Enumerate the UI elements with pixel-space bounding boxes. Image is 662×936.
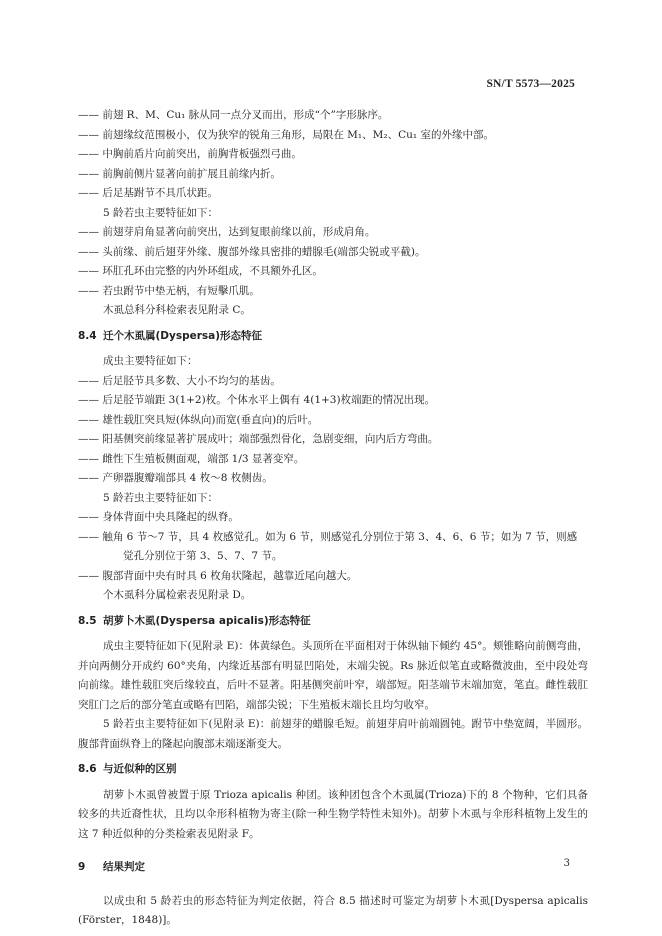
section-number: 8.5: [78, 614, 97, 627]
standard-number: SN/T 5573—2025: [486, 78, 575, 90]
paragraph: 成虫主要特征如下(见附录 E)：体黄绿色。头顶所在平面相对于体纵轴下倾约 45°。颊锥略向前侧弯曲，并向两侧分开成约 60°夹角，内缘近基部有明显凹陷处，末端尖锐。Rs 脉近似笔直或略微波曲，至中段处弯向前缘。雄性载肛突后缘较直，后叶不显著。阳基侧突前叶窄，端部短。阳茎端节末端加宽，笔直。雌性载肛突肛门之后的部分笔直或略有凹陷，端部尖锐；下生殖板末端长且均匀收窄。: [78, 640, 588, 711]
list-item: —— 环肛孔环由完整的内外环组成，不具额外孔区。: [78, 265, 323, 277]
page-number: 3: [563, 858, 570, 869]
paragraph: 5 龄若虫主要特征如下(见附录 E)：前翅芽的蜡腺毛短。前翅芽肩叶前端圆钝。跗节中垫宽阔，半圆形。腹部背面纵脊上的隆起向腹部末端逐渐变大。: [78, 718, 588, 750]
paragraph: 以成虫和 5 龄若虫的形态特征为判定依据，符合 8.5 描述时可鉴定为胡萝卜木虱[Dyspersa apicalis (Förster，1848)]。: [78, 894, 588, 926]
list-item: —— 腹部背面中央有时具 6 枚角状隆起，越靠近尾向越大。: [78, 569, 358, 582]
list-item: —— 前翅缘纹范围极小，仅为狭窄的锐角三角形，局限在 M₁、M₂、Cu₁ 室的外缘中部。: [78, 128, 494, 141]
list-item: —— 若虫跗节中垫无柄，有短擊爪肌。: [78, 284, 260, 297]
list-item: —— 雌性下生殖板侧面观，端部 1/3 显著变窄。: [78, 452, 305, 465]
list-item: —— 前翅芽肩角显著向前突出，达到复眼前缘以前，形成肩角。: [78, 226, 376, 238]
section-title: 与近似种的区别: [103, 763, 177, 775]
list-item: —— 阳基侧突前缘显著扩展成叶；端部强烈骨化，急剧变细，向内后方弯曲。: [78, 433, 439, 445]
list-item: —— 后足基跗节不具爪状距。: [78, 187, 218, 199]
section-number: 9: [78, 861, 86, 873]
section-heading-8-4: [78, 327, 588, 347]
nymph-features-heading: 5 龄若虫主要特征如下：: [103, 206, 219, 219]
section-heading-9: [78, 858, 588, 878]
list-item: —— 中胸前盾片向前突出，前胸背板强烈弓曲。: [78, 148, 302, 160]
section-title: 结果判定: [103, 861, 145, 873]
page-body: [78, 106, 588, 931]
section-number: 8.4: [78, 329, 97, 342]
section-heading-8-6: [78, 760, 588, 780]
list-item: —— 身体背面中央具隆起的纵脊。: [78, 511, 239, 523]
list-item-continuation: 觉孔分别位于第 3、5、7、7 节。: [123, 550, 283, 562]
nymph-features-heading: 5 龄若虫主要特征如下：: [103, 491, 219, 504]
list-item: —— 前翅 R、M、Cu₁ 脉从同一点分叉而出，形成“个”字形脉序。: [78, 109, 389, 121]
list-item: —— 后足胫节端距 3(1+2)枚。个体水平上偶有 4(1+3)枚端距的情况出现。: [78, 394, 436, 406]
appendix-reference: 木虱总科分科检索表见附录 C。: [103, 304, 251, 316]
section-title: 胡萝卜木虱(Dyspersa apicalis)形态特征: [103, 614, 311, 627]
list-item: —— 雄性载肛突具短(体纵向)而宽(垂直向)的后叶。: [78, 413, 319, 426]
list-item: —— 触角 6 节～7 节，具 4 枚感觉孔。如为 6 节，则感觉孔分别位于第 3、4、6、6 节；如为 7 节，则感: [78, 530, 578, 543]
list-item: —— 产卵器腹瓣端部具 4 枚～8 枚侧齿。: [78, 472, 273, 484]
list-item: —— 前胸前侧片显著向前扩展且前缘内折。: [78, 167, 281, 180]
section-number: 8.6: [78, 763, 97, 775]
section-heading-8-5: [78, 612, 588, 632]
adult-features-heading: 成虫主要特征如下：: [103, 355, 198, 367]
appendix-reference: 个木虱科分属检索表见附录 D。: [103, 589, 252, 601]
list-item: —— 头前缘、前后翅芽外缘、腹部外缘具密排的蜡腺毛(端部尖锐或平截)。: [78, 245, 426, 258]
list-item: —— 后足胫节具多数、大小不均匀的基齿。: [78, 374, 281, 387]
paragraph: 胡萝卜木虱曾被置于原 Trioza apicalis 种团。该种团包含个木虱属(Trioza)下的 8 个物种，它们具备较多的共近裔性状，且均以伞形科植物为寄主(除一种生物学特性未知外)。胡萝卜木虱与伞形科植物上发生的这 7 种近似种的分类检索表见附录 F。: [78, 788, 588, 840]
section-title: 迁个木虱属(Dyspersa)形态特征: [103, 329, 263, 342]
